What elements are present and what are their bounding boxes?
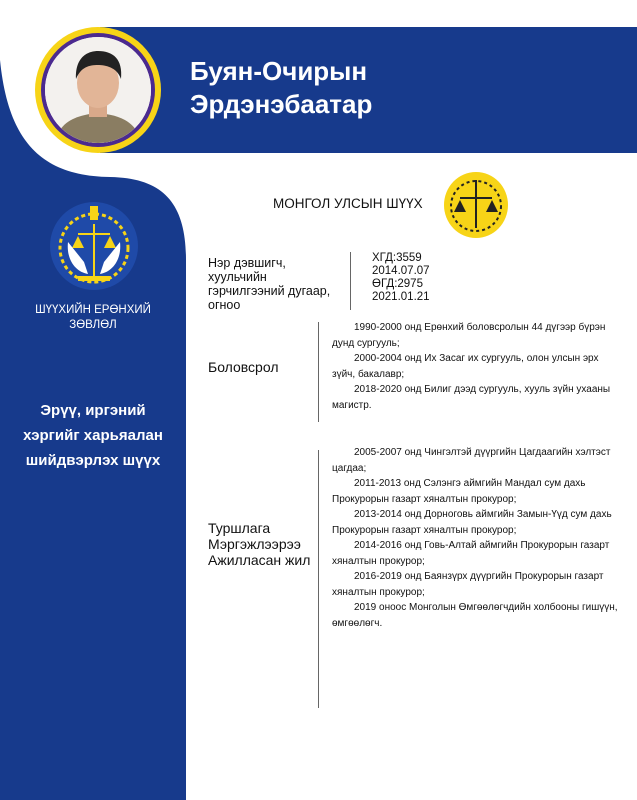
court-type xyxy=(10,398,176,473)
label-line: Мэргэжлээрээ xyxy=(208,536,301,552)
court-type-line: хэргийг харьяалан xyxy=(23,427,163,444)
profile-photo xyxy=(45,37,151,143)
name-line: Буян-Очирын xyxy=(190,56,368,86)
education-item: 2000-2004 онд Их Засаг их сургууль, олон улсын эрх зүйч, бакалавр; xyxy=(332,353,599,380)
label-line: Ажилласан жил xyxy=(208,552,311,568)
profile-photo-frame xyxy=(35,27,161,153)
experience-item: 2011-2013 онд Сэлэнгэ аймгийн Мандал сум дахь Прокурорын газарт хяналтын прокурор; xyxy=(332,478,586,505)
label-line: Туршлага xyxy=(208,520,271,536)
court-type-line: Эрүү, иргэний xyxy=(40,402,146,419)
license-label xyxy=(208,256,330,312)
license-values xyxy=(372,252,430,304)
experience-label xyxy=(208,520,310,568)
label-line: хуульчийн xyxy=(208,270,267,284)
divider xyxy=(318,322,319,422)
license-date: 2014.07.07 xyxy=(372,265,430,277)
label-line: гэрчилгээний дугаар, xyxy=(208,284,331,298)
council-name xyxy=(20,303,166,333)
court-type-line: шийдвэрлэх шүүх xyxy=(25,452,161,469)
education-label: Боловсрол xyxy=(208,359,279,375)
experience-item: 2014-2016 онд Говь-Алтай аймгийн Прокурорын газарт хяналтын прокурор; xyxy=(332,540,610,567)
license-date: 2021.01.21 xyxy=(372,291,430,303)
divider xyxy=(350,252,351,310)
label-line: Нэр дэвшигч, xyxy=(208,256,286,270)
experience-item: 2019 оноос Монголын Өмгөөлөгчдийн холбооны гишүүн, өмгөөлөгч. xyxy=(332,602,618,629)
license-number: ХГД:3559 xyxy=(372,252,422,264)
label-line: огноо xyxy=(208,298,241,312)
education-item: 1990-2000 онд Ерөнхий боловсролын 44 дүгээр бүрэн дунд сургууль; xyxy=(332,322,606,349)
experience-item: 2016-2019 онд Баянзүрх дүүргийн Прокурорын газарт хяналтын прокурор; xyxy=(332,571,604,598)
person-name xyxy=(190,55,372,121)
experience-item: 2013-2014 онд Дорноговь аймгийн Замын-Үүд сум дахь Прокурорын газарт хяналтын прокурор; xyxy=(332,509,612,536)
court-title: МОНГОЛ УЛСЫН ШҮҮХ xyxy=(273,196,423,211)
experience-list xyxy=(332,445,622,631)
name-line: Эрдэнэбаатар xyxy=(190,89,373,119)
divider xyxy=(318,450,319,708)
experience-item: 2005-2007 онд Чингэлтэй дүүргийн Цагдаагийн хэлтэст цагдаа; xyxy=(332,447,611,474)
judicial-council-emblem-icon xyxy=(50,202,138,290)
council-name-line: ЗӨВЛӨЛ xyxy=(69,319,117,331)
court-seal-icon xyxy=(444,172,508,238)
council-name-line: ШҮҮХИЙН ЕРӨНХИЙ xyxy=(35,304,151,316)
education-item: 2018-2020 онд Билиг дээд сургууль, хууль зүйн ухааны магистр. xyxy=(332,384,611,411)
license-number: ӨГД:2975 xyxy=(372,278,423,290)
education-list xyxy=(332,320,622,413)
